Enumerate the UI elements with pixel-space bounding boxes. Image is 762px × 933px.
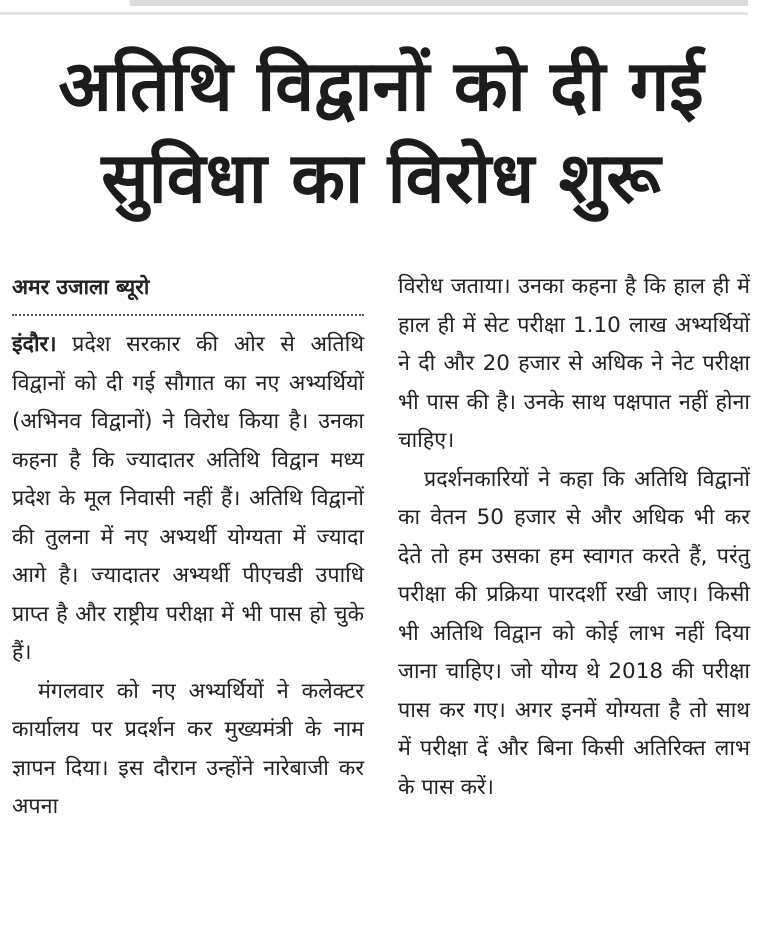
top-rule [130,0,748,6]
headline [0,40,762,224]
article-column-right [398,268,750,807]
article-column-left [12,268,364,827]
top-rule-secondary [0,12,748,15]
byline: अमर उजाला ब्यूरो [12,268,364,316]
dateline: इंदौर। [12,332,57,357]
article-paragraph-4: प्रदर्शनकारियों ने कहा कि अतिथि विद्वानों का वेतन 50 हजार से और अधिक भी कर देते तो हम उसका हम स्वागत करते हैं, परंतु परीक्षा की प्रक्रिया पारदर्शी रखी जाए। किसी भी अतिथि विद्वान को कोई लाभ नहीं दिया जाना चाहिए। जो योग्य थे 2018 की परीक्षा पास कर गए। अगर इनमें योग्यता है तो साथ में परीक्षा दें और बिना किसी अतिरिक्त लाभ के पास करें। [398,466,750,800]
headline-line-1: अतिथि विद्वानों को दी गई [58,45,704,127]
article-paragraph-2: मंगलवार को नए अभ्यर्थियों ने कलेक्टर कार्यालय पर प्रदर्शन कर मुख्यमंत्री के नाम ज्ञापन दिया। इस दौरान उन्होंने नारेबाजी कर अपना [12,678,364,819]
paragraph-1-text: प्रदेश सरकार की ओर से अतिथि विद्वानों को दी गई सौगात का नए अभ्यर्थियों (अभिनव विद्वानों) ने विरोध किया है। उनका कहना है कि ज्यादातर अतिथि विद्वान मध्य प्रदेश के मूल निवासी नहीं हैं। अतिथि विद्वानों की तुलना में नए अभ्यर्थी योग्यता में ज्यादा आगे है। ज्यादातर अभ्यर्थी पीएचडी उपाधि प्राप्त है और राष्ट्रीय परीक्षा में भी पास हो चुके हैं। [12,332,364,665]
headline-line-2: सुविधा का विरोध शुरू [101,137,661,219]
article-paragraph-3: विरोध जताया। उनका कहना है कि हाल ही में हाल ही में सेट परीक्षा 1.10 लाख अभ्यर्थियों ने दी और 20 हजार से अधिक ने नेट परीक्षा भी पास की है। उनके साथ पक्षपात नहीं होना चाहिए। [398,274,750,453]
article-paragraph-1 [12,326,364,673]
